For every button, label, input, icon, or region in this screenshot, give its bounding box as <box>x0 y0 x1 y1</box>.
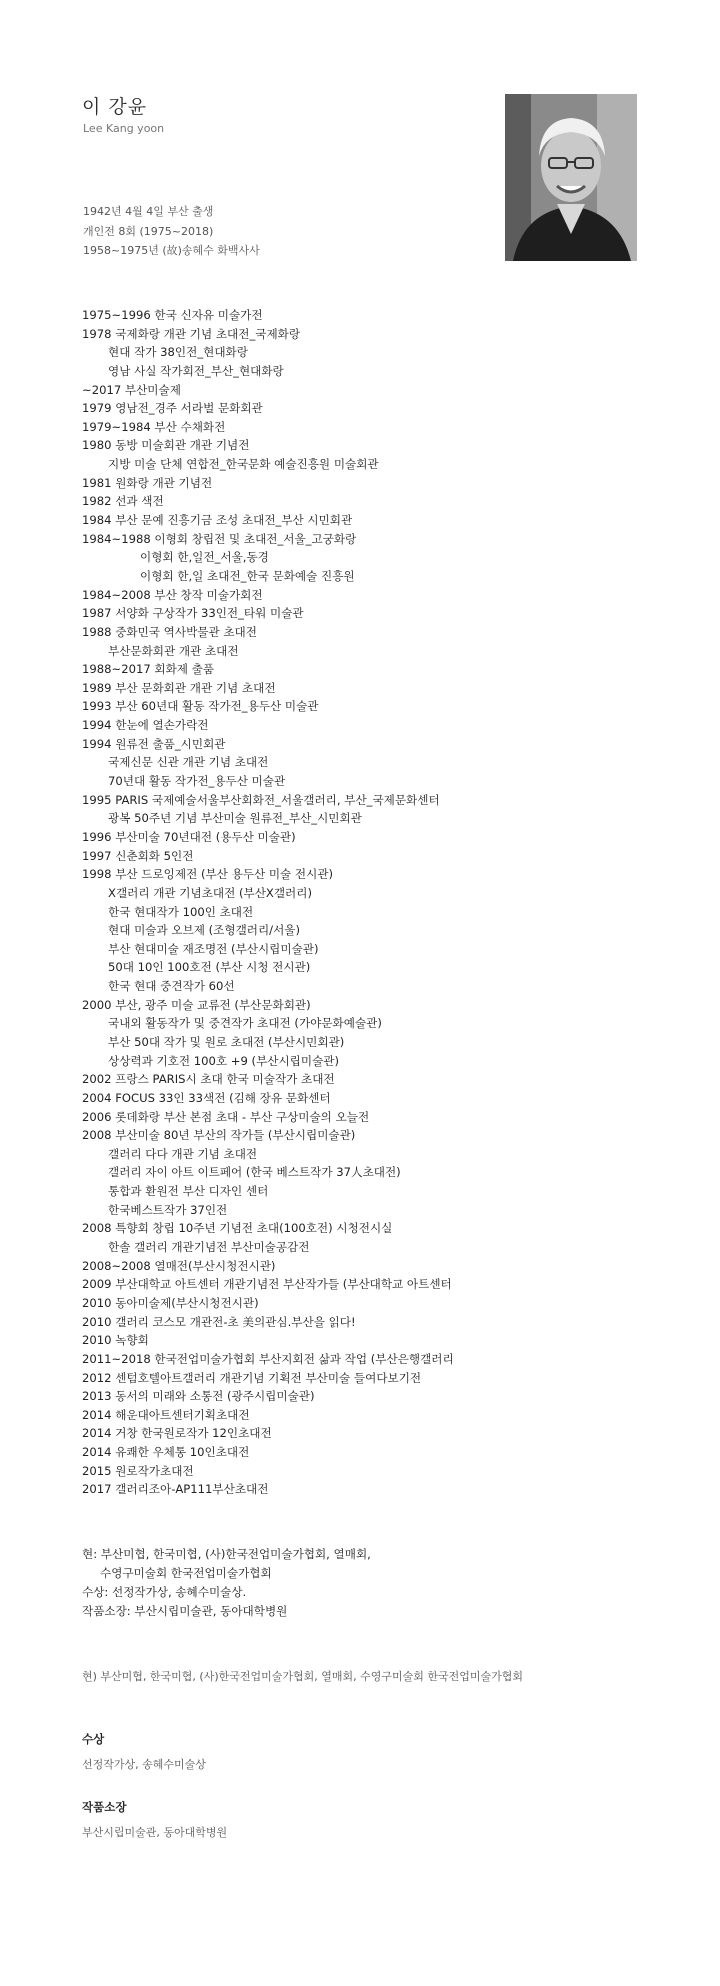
history-entry: 2017 갤러리조아-AP111부산초대전 <box>82 1482 269 1497</box>
history-entry: 2008 부산미술 80년 부산의 작가들 (부산시립미술관) <box>82 1128 356 1143</box>
history-entry: 50대 10인 100호전 (부산 시청 전시관) <box>108 960 311 975</box>
artist-portrait-photo <box>505 94 637 261</box>
exhibition-history-list <box>82 306 682 1499</box>
history-entry: 1979 영남전_경주 서라벌 문화회관 <box>82 401 263 416</box>
history-entry: 갤러리 자이 아트 이트페어 (한국 베스트작가 37人초대전) <box>108 1165 401 1180</box>
portrait-illustration <box>505 94 637 261</box>
history-entry: 1994 원류전 출품_시민회관 <box>82 736 226 751</box>
history-entry: 2006 롯데화랑 부산 본점 초대 - 부산 구상미술의 오늘전 <box>82 1109 370 1124</box>
history-entry: 부산문화회관 개관 초대전 <box>108 643 239 658</box>
history-entry: 2008~2008 열매전(부산시청전시관) <box>82 1258 276 1273</box>
history-entry: 상상력과 기호전 100호 +9 (부산시립미술관) <box>108 1053 340 1068</box>
bio-birth: 1942년 4월 4일 부산 출생 <box>83 205 214 218</box>
history-entry: 2011~2018 한국전업미술가협회 부산지회전 삶과 작업 (부산은행갤러리 <box>82 1351 454 1366</box>
summary-line: 수상: 선정작가상, 송혜수미술상. <box>82 1585 247 1599</box>
history-entry: 한솔 갤러리 개관기념전 부산미술공감전 <box>108 1240 310 1255</box>
history-entry: 1980 동방 미술회관 개관 기념전 <box>82 438 250 453</box>
history-entry: 현대 미술과 오브제 (조형갤러리/서울) <box>108 923 301 938</box>
history-entry: 2010 갤러리 코스모 개관전-초 美의관심.부산을 읽다! <box>82 1314 356 1329</box>
history-entry: 1984~1988 이형회 창립전 및 초대전_서울_고궁화랑 <box>82 531 357 546</box>
history-entry: 한국베스트작가 37인전 <box>108 1202 228 1217</box>
history-entry: 1997 신춘회화 5인전 <box>82 848 194 863</box>
history-entry: 영남 사실 작가회전_부산_현대화랑 <box>108 363 284 378</box>
bio-section <box>83 203 260 262</box>
history-entry: 1995 PARIS 국제예술서울부산회화전_서울갤러리, 부산_국제문화센터 <box>82 792 440 807</box>
history-entry: 한국 현대 중견작가 60선 <box>108 979 235 994</box>
summary-line: 현: 부산미협, 한국미협, (사)한국전업미술가협회, 열매회, <box>82 1547 371 1561</box>
history-entry: ~2017 부산미술제 <box>82 382 181 397</box>
history-entry: 지방 미술 단체 연합전_한국문화 예술진흥원 미술회관 <box>108 457 379 472</box>
history-entry: 2002 프랑스 PARIS시 초대 한국 미술작가 초대전 <box>82 1072 335 1087</box>
history-entry: 2008 특향회 창립 10주년 기념전 초대(100호전) 시청전시실 <box>82 1221 393 1236</box>
history-entry: 국제신문 신관 개관 기념 초대전 <box>108 755 269 770</box>
history-entry: X갤러리 개관 기념초대전 (부산X갤러리) <box>108 885 312 900</box>
history-entry: 1984~2008 부산 창작 미술가회전 <box>82 587 263 602</box>
history-entry: 2014 거창 한국원로작가 12인초대전 <box>82 1426 272 1441</box>
history-entry: 2014 해운대아트센터기획초대전 <box>82 1407 250 1422</box>
history-entry: 1975~1996 한국 신자유 미술가전 <box>82 308 263 322</box>
history-entry: 현대 작가 38인전_현대화랑 <box>108 345 248 360</box>
history-entry: 2013 동서의 미래와 소통전 (광주시립미술관) <box>82 1389 315 1404</box>
history-entry: 한국 현대작가 100인 초대전 <box>108 904 254 919</box>
history-entry: 국내외 활동작가 및 중견작가 초대전 (가야문화예술관) <box>108 1016 382 1031</box>
history-entry: 부산 50대 작가 및 원로 초대전 (부산시민회관) <box>108 1034 345 1049</box>
membership-line: 현) 부산미협, 한국미협, (사)한국전업미술가협회, 열매회, 수영구미술회 한국전업미술가협회 <box>82 1670 523 1683</box>
history-entry: 1982 선과 색전 <box>82 494 164 509</box>
history-entry: 2010 동아미술제(부산시청전시관) <box>82 1295 259 1310</box>
history-entry: 1978 국제화랑 개관 기념 초대전_국제화랑 <box>82 326 301 341</box>
history-entry: 2012 센텀호텔아트갤러리 개관기념 기획전 부산미술 들여다보기전 <box>82 1370 422 1385</box>
history-entry: 1979~1984 부산 수채화전 <box>82 419 226 434</box>
history-entry: 1998 부산 드로잉제전 (부산 용두산 미술 전시관) <box>82 867 334 882</box>
collection-text: 부산시립미술관, 동아대학병원 <box>82 1826 228 1839</box>
history-entry: 1988 중화민국 역사박물관 초대전 <box>82 624 257 639</box>
artist-name-korean: 이 강윤 <box>82 96 148 118</box>
history-entry: 부산 현대미술 재조명전 (부산시립미술관) <box>108 941 319 956</box>
history-entry: 1984 부산 문예 진흥기금 조성 초대전_부산 시민회관 <box>82 513 353 528</box>
history-entry: 1994 한눈에 열손가락전 <box>82 718 209 733</box>
history-entry: 2000 부산, 광주 미술 교류전 (부산문화회관) <box>82 997 311 1012</box>
summary-line: 작품소장: 부산시립미술관, 동아대학병원 <box>82 1604 288 1618</box>
history-entry: 70년대 활동 작가전_용두산 미술관 <box>108 774 286 789</box>
history-entry: 2014 유쾌한 우체통 10인초대전 <box>82 1445 250 1460</box>
history-entry: 2015 원로작가초대전 <box>82 1463 194 1478</box>
collection-heading: 작품소장 <box>82 1800 127 1814</box>
history-entry: 2009 부산대학교 아트센터 개관기념전 부산작가들 (부산대학교 아트센터 <box>82 1277 452 1292</box>
history-entry: 이형회 한,일 초대전_한국 문화예술 진흥원 <box>140 568 355 583</box>
history-entry: 1987 서양화 구상작가 33인전_타워 미술관 <box>82 606 304 621</box>
history-entry: 1993 부산 60년대 활동 작가전_용두산 미술관 <box>82 699 319 714</box>
membership-summary <box>82 1546 371 1622</box>
summary-line: 수영구미술회 한국전업미술가협회 <box>100 1566 272 1580</box>
award-text: 선정작가상, 송혜수미술상 <box>82 1758 206 1771</box>
history-entry: 2004 FOCUS 33인 33색전 (김해 장유 문화센터 <box>82 1090 331 1105</box>
history-entry: 1988~2017 회화제 출품 <box>82 662 215 677</box>
history-entry: 1989 부산 문화회관 개관 기념 초대전 <box>82 680 276 695</box>
bio-solo-exhibitions: 개인전 8회 (1975~2018) <box>83 224 214 238</box>
history-entry: 2010 녹향회 <box>82 1333 149 1348</box>
history-entry: 광복 50주년 기념 부산미술 원류전_부산_시민회관 <box>108 811 362 826</box>
history-entry: 1981 원화랑 개관 기념전 <box>82 475 213 490</box>
history-entry: 통합과 환원전 부산 디자인 센터 <box>108 1184 269 1199</box>
history-entry: 이형회 한,일전_서울,동경 <box>140 550 269 565</box>
history-entry: 1996 부산미술 70년대전 (용두산 미술관) <box>82 829 296 844</box>
award-heading: 수상 <box>82 1732 105 1746</box>
history-entry: 갤러리 다다 개관 기념 초대전 <box>108 1146 258 1161</box>
artist-name-english: Lee Kang yoon <box>83 122 165 135</box>
bio-mentor: 1958~1975년 (故)송혜수 화백사사 <box>83 244 260 257</box>
